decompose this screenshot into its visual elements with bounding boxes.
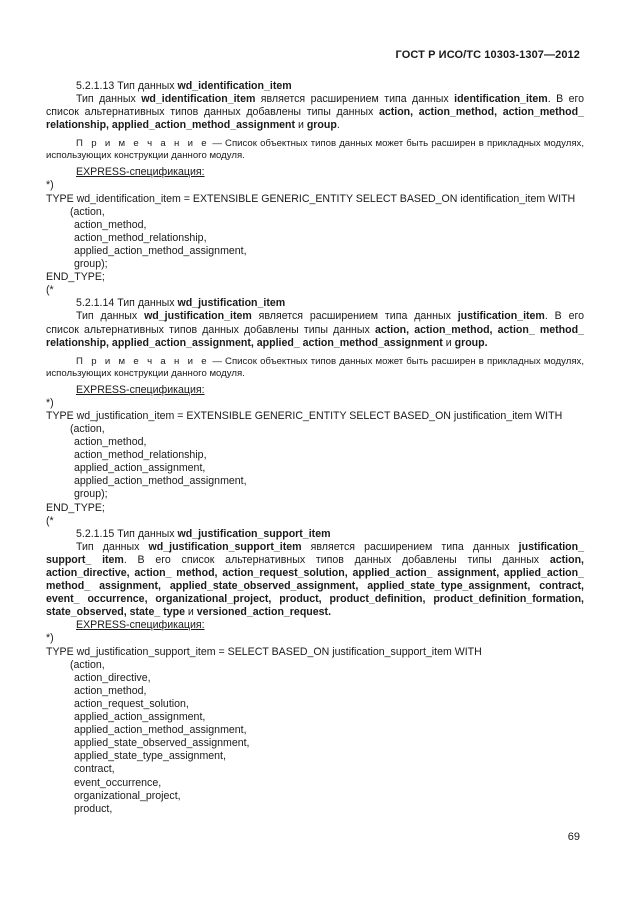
code-line: applied_action_method_assignment, — [74, 475, 247, 488]
code-line: action_request_solution, — [74, 697, 189, 710]
note-label: П р и м е ч а н и е — [76, 355, 210, 367]
note-text: — Список объектных типов данных может быть расширен в прикладных модулях, использующих конструкции данного модуля. — [46, 138, 584, 162]
code-line: (action, — [70, 658, 105, 671]
code-line: action_method, — [74, 218, 147, 231]
code-line: END_TYPE; — [46, 271, 105, 284]
page-number: 69 — [567, 831, 580, 843]
code-line: *) — [46, 179, 54, 192]
page-header: ГОСТ Р ИСО/ТС 10303-1307—2012 — [395, 49, 580, 61]
note — [46, 138, 584, 162]
code-line: *) — [46, 396, 54, 409]
code-line: contract, — [74, 763, 115, 776]
code-line: END_TYPE; — [46, 501, 105, 514]
code-line: applied_action_method_assignment, — [74, 724, 247, 737]
section-heading — [46, 528, 584, 541]
section-type-name: wd_justification_item — [177, 297, 286, 310]
section-paragraph: Тип данных wd_identification_item является расширением типа данных identification_item. В его список альтернативных типов данных добавлены типы данных action, action_method, action_method_ relationship, applied_action_method_assignment и group. — [46, 93, 584, 132]
note — [46, 356, 584, 380]
document-body — [46, 80, 584, 816]
express-label: EXPRESS-спецификация: — [76, 619, 205, 632]
section-number: 5.2.1.15 Тип данных — [76, 527, 178, 540]
section-paragraph: Тип данных wd_justification_item является расширением типа данных justification_item. В его список альтернативных типов данных добавлены типы данных action, action_method, action_ method_ relationship, applied_action_assignment, applied_ action_method_assignment и group. — [46, 310, 584, 349]
section-type-name: wd_justification_support_item — [177, 527, 331, 540]
code-line: action_method_relationship, — [74, 449, 207, 462]
code-line: action_method_relationship, — [74, 231, 207, 244]
code-line: action_method, — [74, 436, 147, 449]
code-line: (* — [46, 284, 54, 297]
code-line: TYPE wd_justification_support_item = SELECT BASED_ON justification_support_item WITH — [46, 645, 482, 658]
section-heading — [46, 297, 584, 310]
section-type-name: wd_identification_item — [177, 80, 292, 92]
note-label: П р и м е ч а н и е — [76, 138, 210, 150]
code-line: group); — [74, 488, 108, 501]
code-line: applied_state_type_assignment, — [74, 750, 226, 763]
code-line: organizational_project, — [74, 789, 181, 802]
code-line: (* — [46, 514, 54, 527]
code-block — [46, 179, 584, 297]
code-line: applied_action_method_assignment, — [74, 244, 247, 257]
code-line: TYPE wd_identification_item = EXTENSIBLE GENERIC_ENTITY SELECT BASED_ON identification_item WITH — [46, 192, 576, 205]
code-line: (action, — [70, 205, 105, 218]
express-label: EXPRESS-спецификация: — [76, 383, 205, 396]
code-line: (action, — [70, 422, 105, 435]
code-line: event_occurrence, — [74, 776, 162, 789]
code-line: group); — [74, 258, 108, 271]
code-block — [46, 397, 584, 528]
code-line: product, — [74, 802, 113, 815]
section-heading — [46, 80, 584, 93]
express-label: EXPRESS-спецификация: — [76, 166, 205, 179]
code-line: applied_action_assignment, — [74, 711, 206, 724]
section-number: 5.2.1.13 Тип данных — [76, 80, 178, 92]
code-block — [46, 632, 584, 815]
code-line: action_method, — [74, 684, 147, 697]
code-line: applied_state_observed_assignment, — [74, 737, 250, 750]
code-line: applied_action_assignment, — [74, 462, 206, 475]
code-line: action_directive, — [74, 671, 151, 684]
section-number: 5.2.1.14 Тип данных — [76, 297, 178, 310]
code-line: TYPE wd_justification_item = EXTENSIBLE GENERIC_ENTITY SELECT BASED_ON justification_item WITH — [46, 409, 563, 422]
code-line: *) — [46, 632, 54, 645]
section-paragraph: Тип данных wd_justification_support_item является расширением типа данных justification_ support_ item. В его список альтернативных типов данных добавлены типы данных action, action_directive, action_ method, action_request_solution, applied_action_ assignment, applied_action_ method_ assignment, applied_state_observed_assignment, applied_state_type_assignment, contract, event_ occurrence, organizational_project, product, product_definition, product_definition_formation, state_observed, state_ type и versioned_action_request. — [46, 540, 585, 619]
note-text: — Список объектных типов данных может быть расширен в прикладных модулях, использующих конструкции данного модуля. — [46, 355, 584, 379]
